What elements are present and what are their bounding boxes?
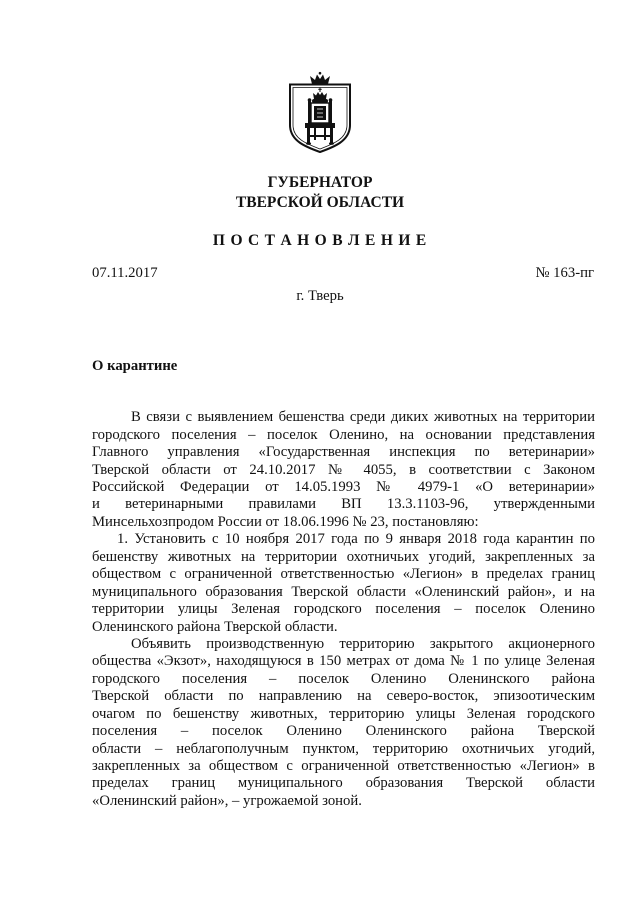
body-line: городского поселения – поселок Оленино Оленинского района: [92, 670, 595, 687]
header-title-line2: ТВЕРСКОЙ ОБЛАСТИ: [235, 194, 405, 211]
document-date: 07.11.2017: [92, 265, 158, 281]
document-subject: О карантине: [92, 358, 178, 374]
body-line: 1. Установить с 10 ноября 2017 года по 9 января 2018 года карантин по: [117, 531, 595, 548]
body-line: области – неблагополучным пунктом, территорию охотничьих угодий,: [92, 740, 595, 757]
body-line: Оленинского района Тверской области.: [92, 618, 338, 635]
body-line: Тверской области по направлению на северо-восток, эпизоотическим: [92, 688, 595, 705]
body-line: закрепленных за обществом с ограниченной ответственностью «Легион» в: [92, 758, 595, 775]
body-line: Российской Федерации от 14.05.1993 № 4979-1 «О ветеринарии»: [92, 479, 595, 496]
body-line: бешенству животных на территории охотничьих угодий, закрепленных за: [92, 548, 595, 565]
body-line: Объявить производственную территорию закрытого акционерного: [131, 635, 595, 652]
coat-of-arms-icon: [282, 71, 358, 153]
body-line: пределах границ муниципального образования Тверской области: [92, 775, 595, 792]
throne-icon: [305, 88, 335, 145]
body-line: поселения – поселок Оленино Оленинского района Тверской: [92, 723, 595, 740]
paragraph: [92, 636, 595, 810]
body-line: общества «Экзот», находящуюся в 150 метрах от дома № 1 по улице Зеленая: [92, 653, 595, 670]
document-number: № 163-пг: [535, 265, 594, 281]
document-type: П О С Т А Н О В Л Е Н И Е: [212, 232, 428, 249]
body-line: В связи с выявлением бешенства среди диких животных на территории: [131, 409, 595, 426]
body-line: муниципального образования Тверской области «Оленинский район», и на: [92, 583, 595, 600]
body-line: очагом по бешенству животных, территорию улицы Зеленая городского: [92, 705, 595, 722]
paragraph: [92, 409, 595, 531]
body-line: Главного управления «Государственная инспекция по ветеринарии»: [92, 444, 595, 461]
document-place: г. Тверь: [296, 288, 344, 304]
body-line: Минсельхозпродом России от 18.06.1996 № 23, постановляю:: [92, 513, 479, 530]
crown-icon: [310, 72, 330, 84]
body-line: «Оленинский район», – угрожаемой зоной.: [92, 792, 362, 809]
body-line: городского поселения – поселок Оленино, на основании представления: [92, 426, 595, 443]
body-line: обществом с ограниченной ответственностью «Легион» в пределах границ: [92, 566, 595, 583]
document-body: [92, 409, 595, 810]
body-line: Тверской области от 24.10.2017 № 4055, в соответствии с Законом: [92, 461, 595, 478]
header-title-line1: ГУБЕРНАТОР: [267, 174, 373, 191]
paragraph: [92, 531, 595, 636]
body-line: и ветеринарными правилами ВП 13.3.1103-96, утвержденными: [92, 496, 595, 513]
body-line: территории улицы Зеленая городского поселения – поселок Оленино: [92, 601, 595, 618]
